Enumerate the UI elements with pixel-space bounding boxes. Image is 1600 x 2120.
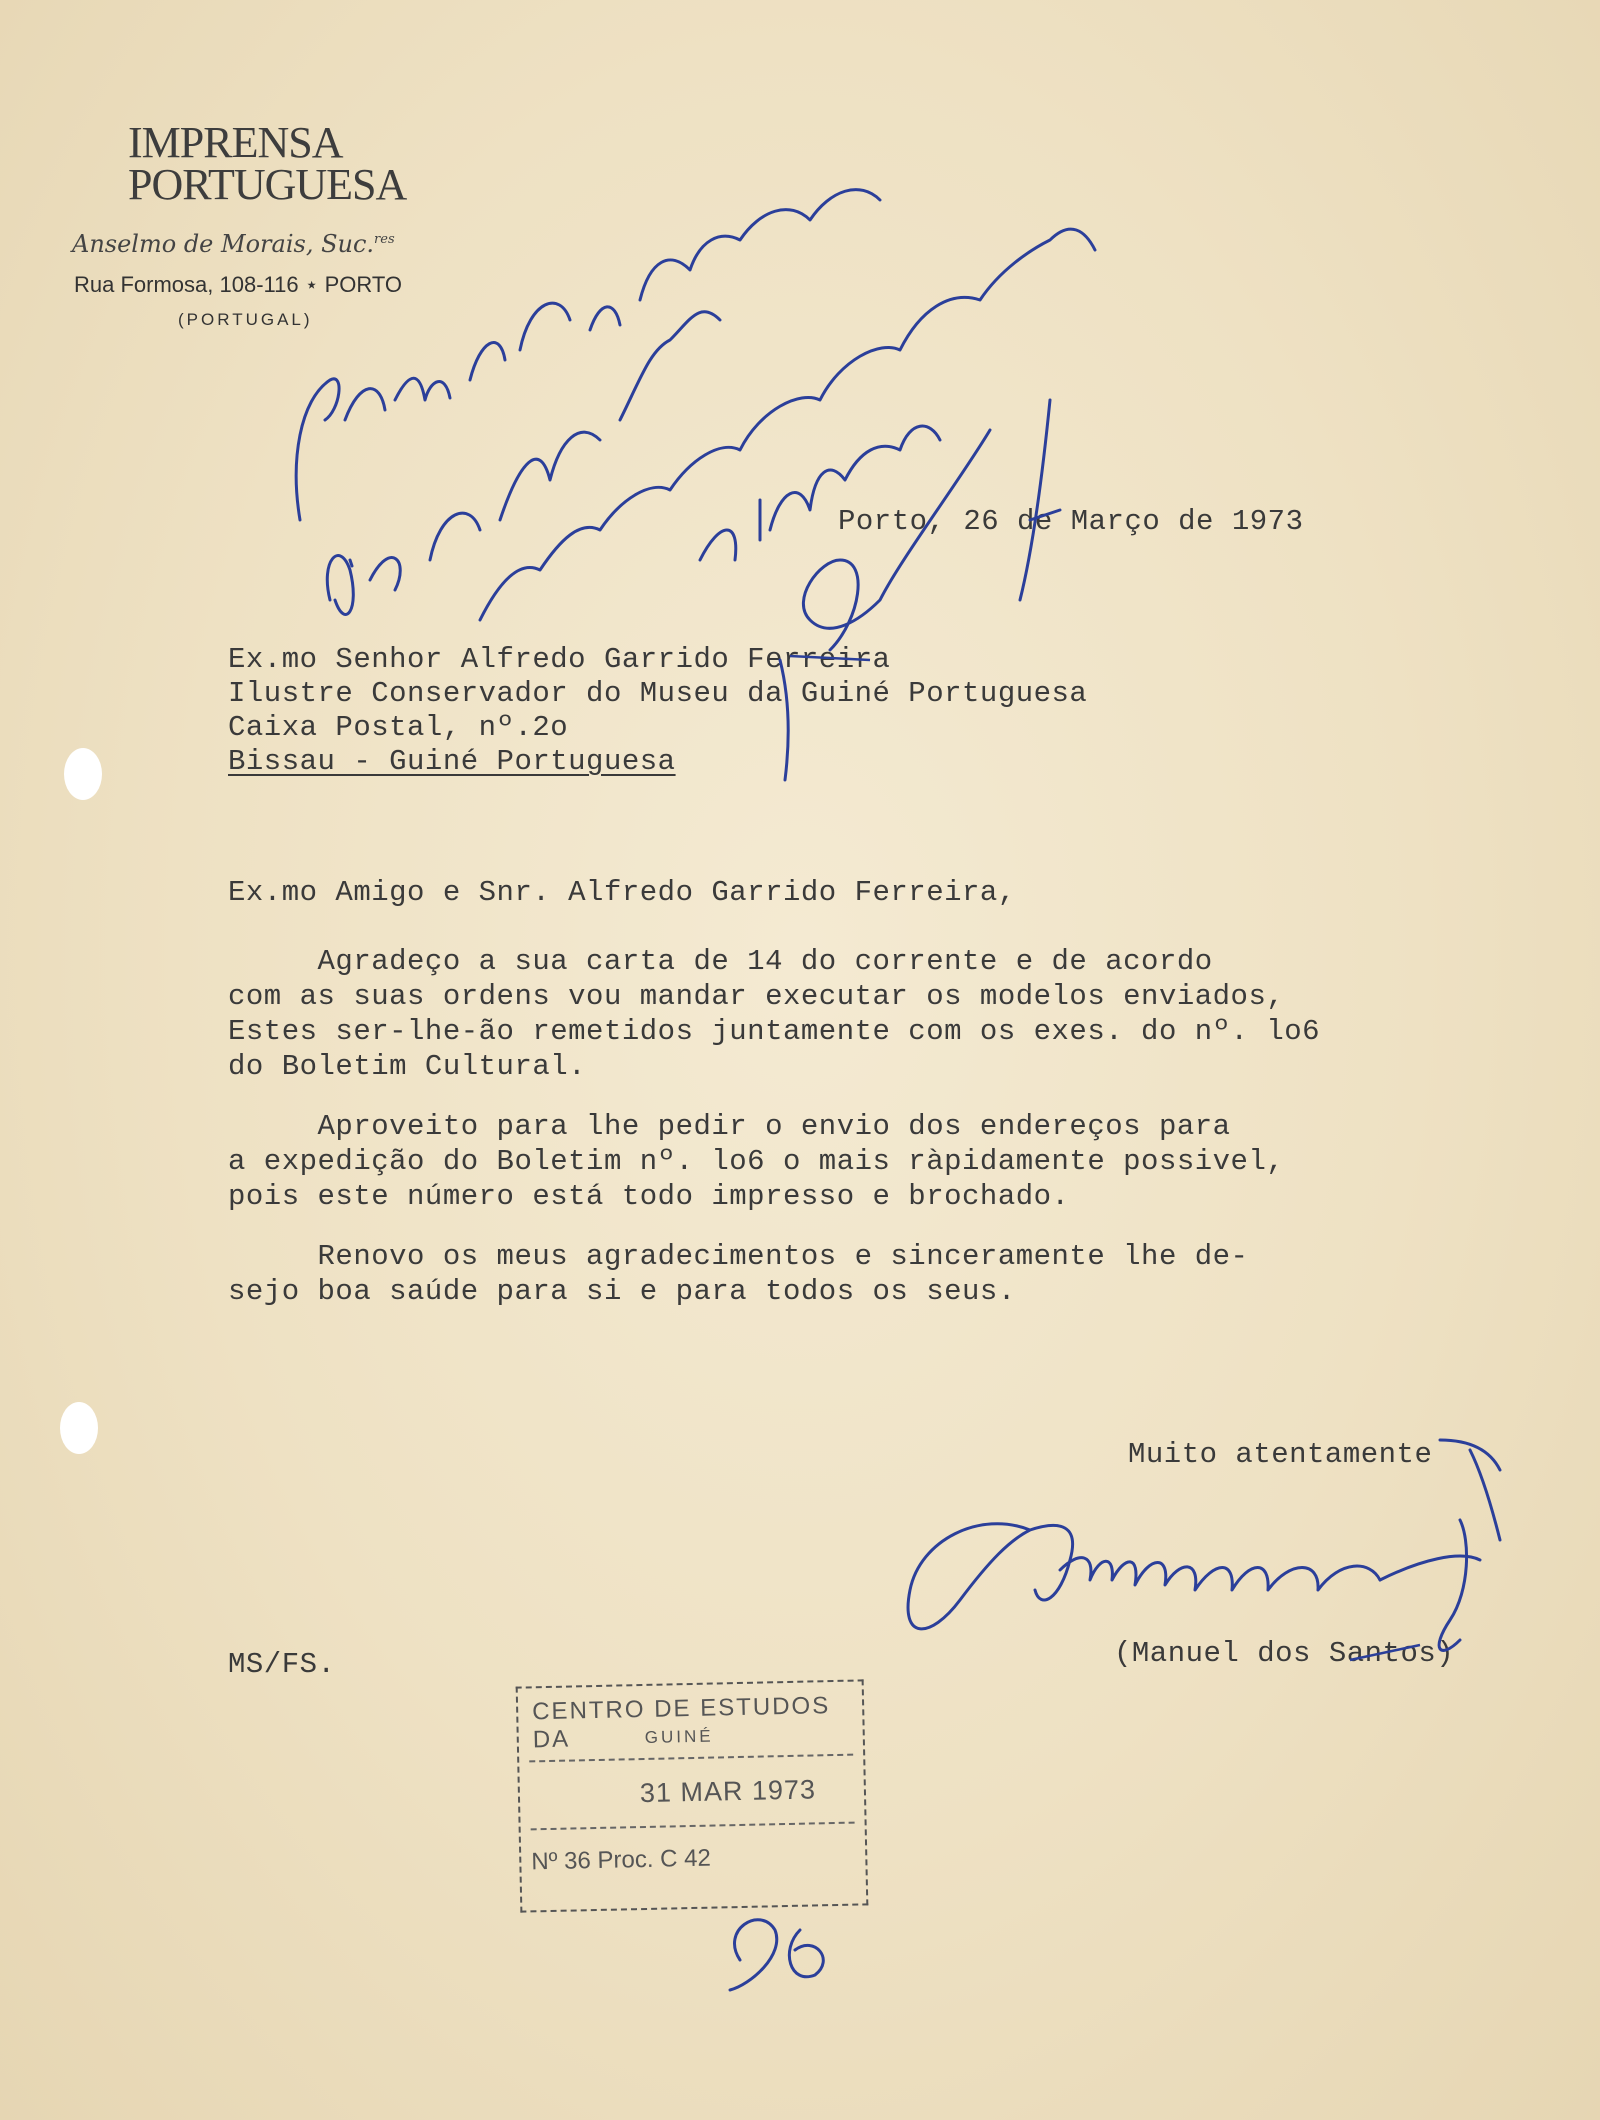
- typist-initials: MS/FS.: [228, 1648, 336, 1681]
- body-line: Renovo os meus agradecimentos e sinceramente lhe de-: [228, 1240, 1249, 1273]
- date-line: Porto, 26 de Março de 1973: [838, 505, 1304, 538]
- body-line: a expedição do Boletim nº. lo6 o mais ràpidamente possivel,: [228, 1145, 1285, 1178]
- proprietor-superscript: res: [374, 232, 395, 247]
- recipient-line: Bissau - Guiné Portuguesa: [228, 745, 676, 778]
- recipient-line: Ilustre Conservador do Museu da Guiné Portuguesa: [228, 677, 1088, 710]
- letterhead-proprietor: Anselmo de Morais, Suc.$^{res}$: [72, 230, 395, 258]
- letterhead-address: Rua Formosa, 108-116 ⋆ PORTO: [74, 272, 403, 297]
- salutation: Ex.mo Amigo e Snr. Alfredo Garrido Ferreira,: [228, 876, 1016, 909]
- brand-line-2: PORTUGUESA: [128, 160, 407, 209]
- stamp-line-1: CENTRO DE ESTUDOS DA: [531, 1692, 831, 1754]
- brand-line-1: IMPRENSA: [128, 118, 343, 167]
- recipient-line: Ex.mo Senhor Alfredo Garrido Ferreira: [228, 643, 891, 676]
- stamp-entry: Nº 36 Proc. C 42: [531, 1844, 712, 1876]
- stamp-line-2: GUINÉ: [644, 1726, 714, 1747]
- body-line: pois este número está todo impresso e brochado.: [228, 1180, 1070, 1213]
- body-line: Agradeço a sua carta de 14 do corrente e de acordo: [228, 945, 1213, 978]
- body-line: com as suas ordens vou mandar executar os modelos enviados,: [228, 980, 1285, 1013]
- closing: Muito atentamente: [1128, 1438, 1433, 1471]
- body-line: do Boletim Cultural.: [228, 1050, 587, 1083]
- body-line: Estes ser-lhe-ão remetidos juntamente com os exes. do nº. lo6: [228, 1015, 1321, 1048]
- body-line: sejo boa saúde para si e para todos os seus.: [228, 1275, 1016, 1308]
- body-line: Aproveito para lhe pedir o envio dos endereços para: [228, 1110, 1231, 1143]
- stamp-number-96: [730, 1920, 823, 1990]
- recipient-line: Caixa Postal, nº.2o: [228, 711, 569, 744]
- stamp-date: 31 MAR 1973: [639, 1774, 817, 1809]
- signatory-name: (Manuel dos Santos): [1114, 1637, 1455, 1670]
- letterhead-country: (PORTUGAL): [178, 310, 313, 329]
